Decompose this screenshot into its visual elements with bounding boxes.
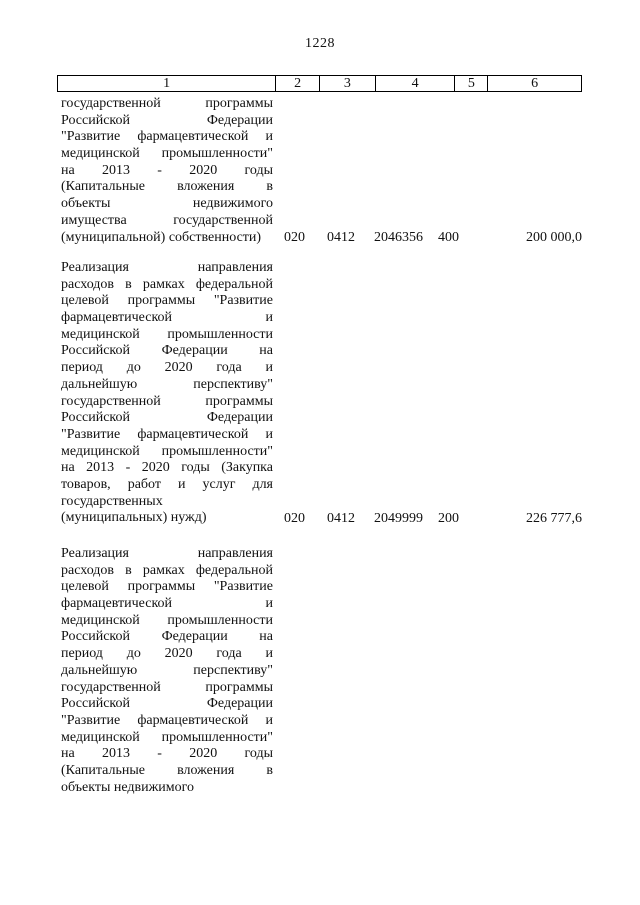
description-line: государственной программы xyxy=(61,96,273,111)
description-line: расходов в рамках федеральной xyxy=(61,562,273,578)
description-line: объекты недвижимого xyxy=(61,779,195,795)
description-line: медицинской промышленности xyxy=(61,326,273,342)
description-line: медицинской промышленности" xyxy=(61,443,273,459)
description-line: на 2013 - 2020 годы (Закупка xyxy=(61,460,273,476)
description-line: на 2013 - 2020 годы xyxy=(61,162,273,178)
description-line: товаров, работ и услуг для xyxy=(61,476,273,492)
column-header-1: 1 xyxy=(58,76,276,91)
description-line: Российской Федерации на xyxy=(61,629,273,645)
description-line: Российской Федерации xyxy=(61,112,273,128)
table-header xyxy=(57,75,582,92)
column-header-2: 2 xyxy=(276,76,320,91)
description-line: Реализация направления xyxy=(61,260,273,275)
row-description xyxy=(61,96,273,246)
expense-type: 200 xyxy=(438,510,459,526)
page-number: 1228 xyxy=(305,36,335,51)
row-description xyxy=(61,260,273,527)
description-line: Российской Федерации xyxy=(61,696,273,712)
admin-code: 020 xyxy=(284,229,305,245)
description-line: период до 2020 года и xyxy=(61,360,273,376)
description-line: государственной программы xyxy=(61,393,273,409)
description-line: имущества государственной xyxy=(61,212,273,228)
description-line: на 2013 - 2020 годы xyxy=(61,746,273,762)
column-header-3: 3 xyxy=(320,76,376,91)
column-header-6: 6 xyxy=(531,76,539,91)
description-line: медицинской промышленности" xyxy=(61,146,273,162)
target-code: 2046356 xyxy=(374,229,423,245)
description-line: Российской Федерации на xyxy=(61,343,273,359)
description-line: Реализация направления xyxy=(61,546,273,561)
description-line: объекты недвижимого xyxy=(61,196,273,212)
description-line: государственных xyxy=(61,493,163,509)
description-line: целевой программы "Развитие xyxy=(61,579,273,595)
section-code: 0412 xyxy=(327,510,355,526)
admin-code: 020 xyxy=(284,510,305,526)
description-line: период до 2020 года и xyxy=(61,646,273,662)
description-line: фармацевтической и xyxy=(61,596,273,612)
section-code: 0412 xyxy=(327,229,355,245)
description-line: (муниципальной) собственности) xyxy=(61,229,262,245)
description-line: медицинской промышленности xyxy=(61,612,273,628)
description-line: "Развитие фармацевтической и xyxy=(61,712,273,728)
expense-type: 400 xyxy=(438,229,459,245)
description-line: "Развитие фармацевтической и xyxy=(61,129,273,145)
description-line: Российской Федерации xyxy=(61,410,273,426)
description-line: медицинской промышленности" xyxy=(61,729,273,745)
description-line: (муниципальных) нужд) xyxy=(61,510,207,526)
amount: 226 777,6 xyxy=(526,510,582,526)
description-line: дальнейшую перспективу" xyxy=(61,376,273,392)
row-description xyxy=(61,546,273,796)
description-line: целевой программы "Развитие xyxy=(61,293,273,309)
description-line: фармацевтической и xyxy=(61,310,273,326)
amount: 200 000,0 xyxy=(526,229,582,245)
column-header-5: 5 xyxy=(455,76,488,91)
description-line: расходов в рамках федеральной xyxy=(61,276,273,292)
column-header-4: 4 xyxy=(376,76,456,91)
description-line: (Капитальные вложения в xyxy=(61,762,273,778)
description-line: государственной программы xyxy=(61,679,273,695)
description-line: (Капитальные вложения в xyxy=(61,179,273,195)
description-line: дальнейшую перспективу" xyxy=(61,662,273,678)
description-line: "Развитие фармацевтической и xyxy=(61,426,273,442)
target-code: 2049999 xyxy=(374,510,423,526)
